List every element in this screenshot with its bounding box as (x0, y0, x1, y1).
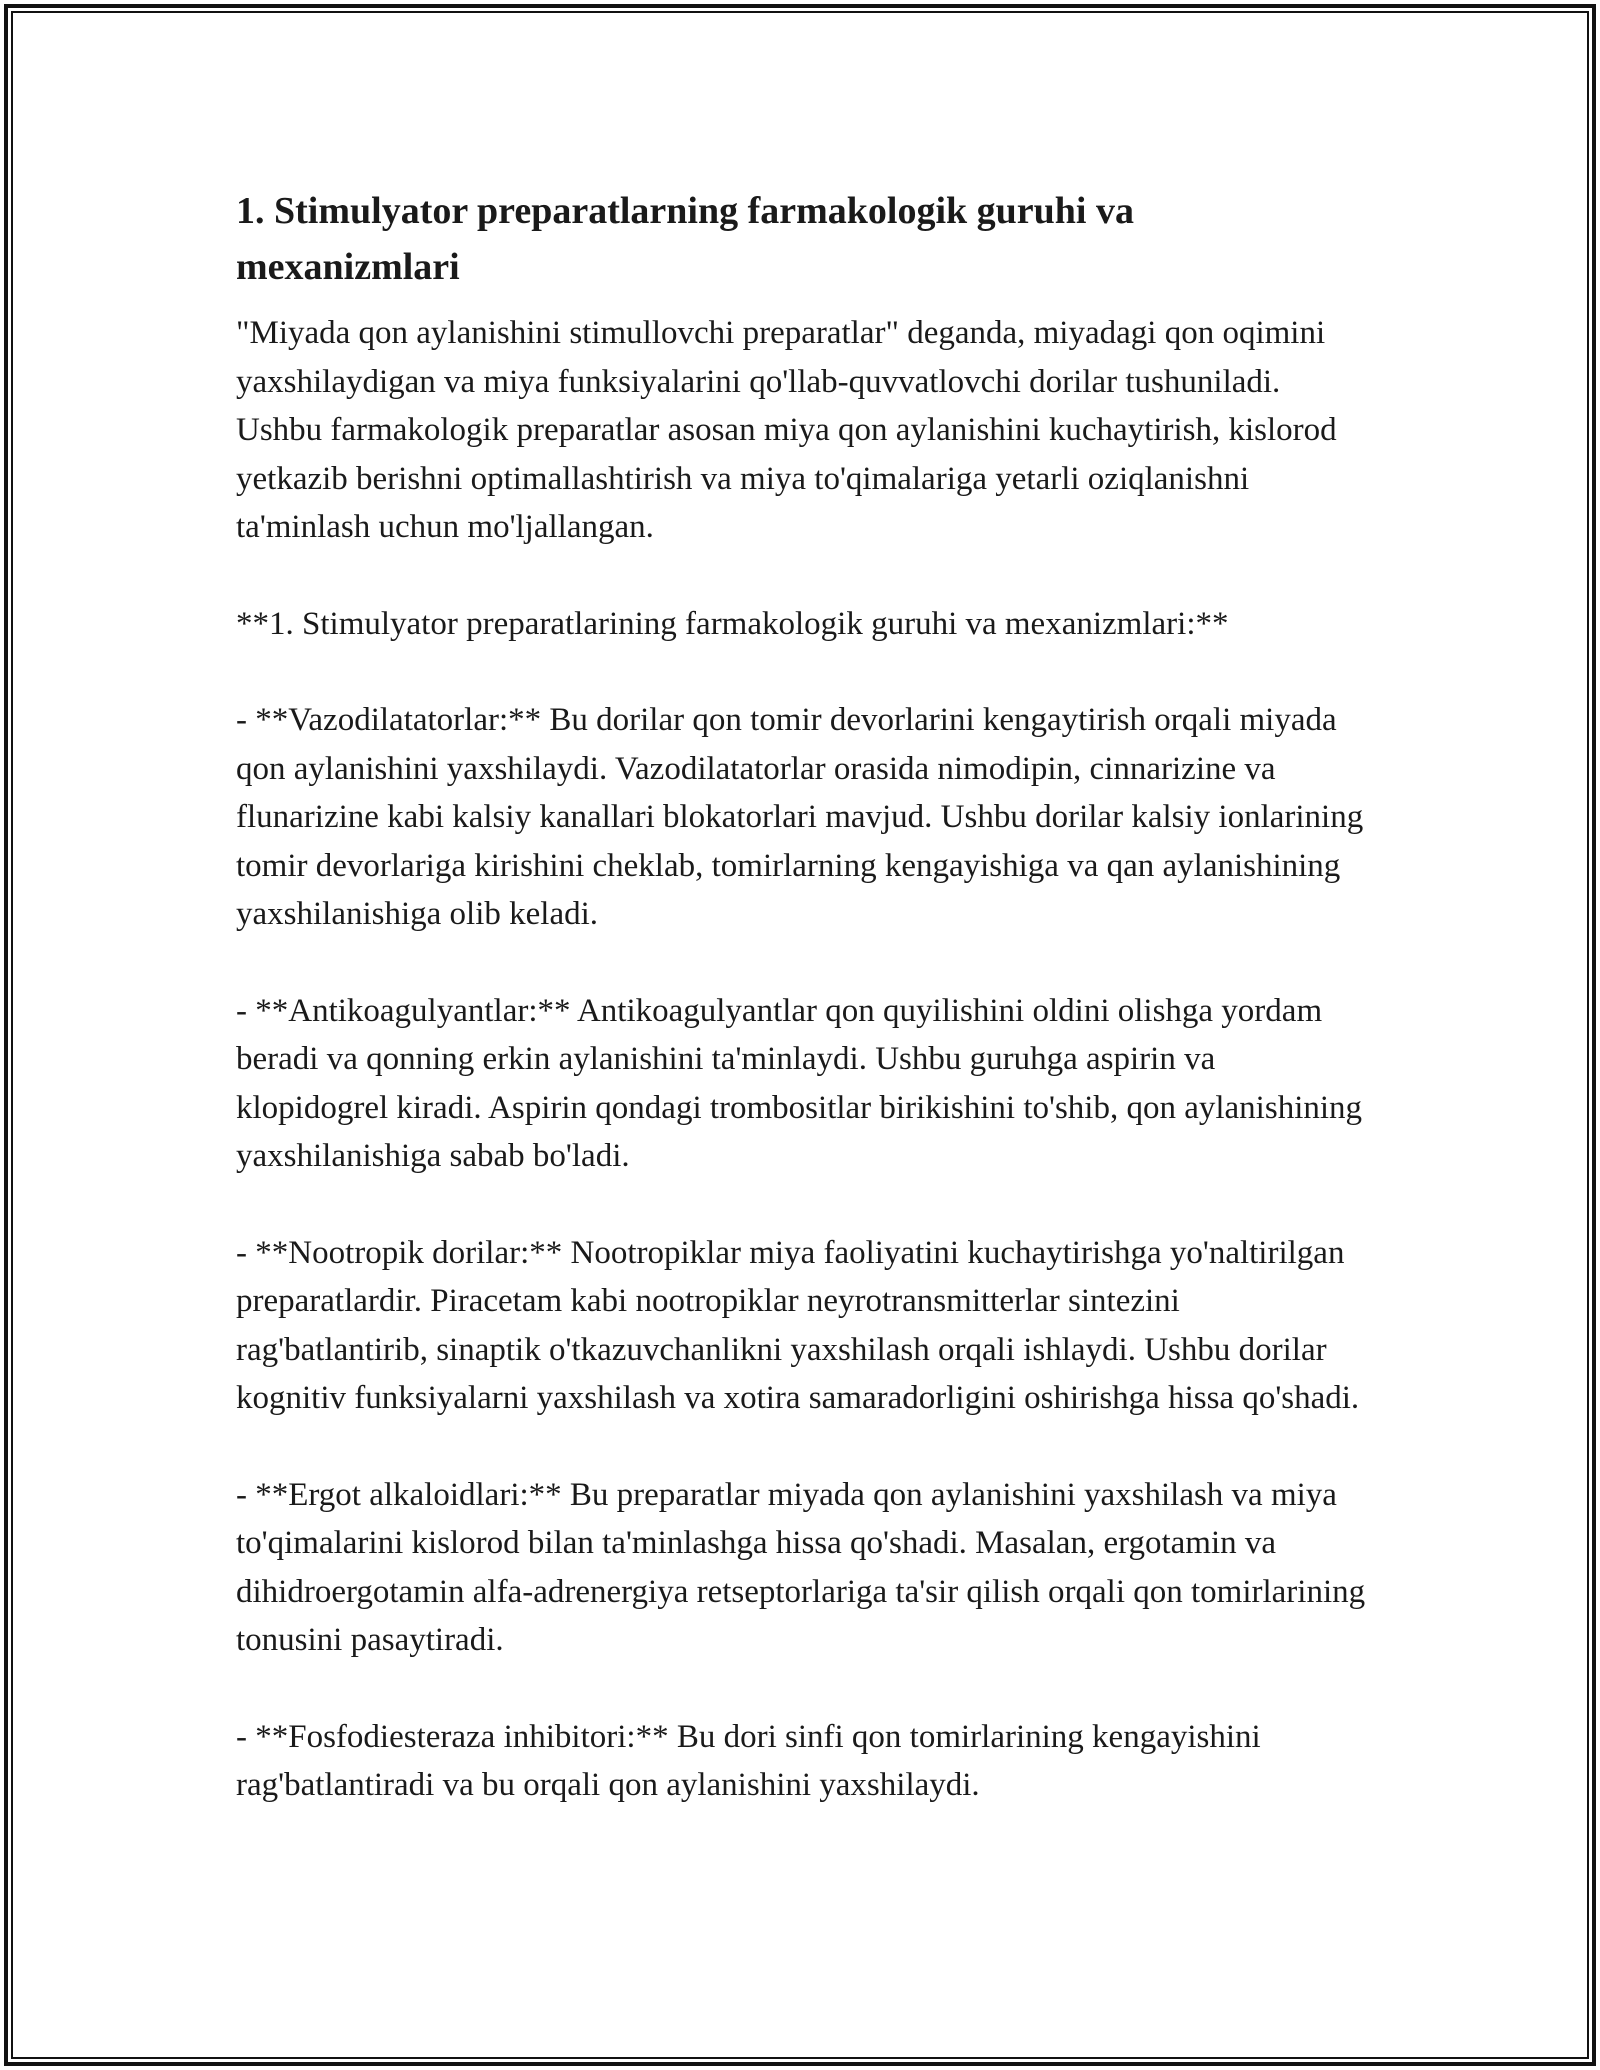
document-body (236, 183, 1366, 1810)
list-item-fosfodiesteraza: - **Fosfodiesteraza inhibitori:** Bu dori sinfi qon tomirlarining kengayishini rag'batlantiradi va bu orqali qon aylanishini yaxshilaydi. (236, 1718, 1261, 1803)
list-item-vazodilatatorlar: - **Vazodilatatorlar:** Bu dorilar qon tomir devorlarini kengaytirish orqali miyada qon aylanishini yaxshilaydi. Vazodilatatorlar orasida nimodipin, cinnarizine va flunarizine kabi kalsiy kanallari blokatorlari mavjud. Ushbu dorilar kalsiy ionlarining tomir devorlariga kirishini cheklab, tomirlarning kengayishiga va qan aylanishining yaxshilanishiga olib keladi. (236, 702, 1364, 932)
list-item-nootropik: - **Nootropik dorilar:** Nootropiklar miya faoliyatini kuchaytirishga yo'naltirilgan preparatlardir. Piracetam kabi nootropiklar neyrotransmitterlar sintezini rag'batlantirib, sinaptik o'tkazuvchanlikni yaxshilash orqali ishlaydi. Ushbu dorilar kognitiv funksiyalarni yaxshilash va xotira samaradorligini oshirishga hissa qo'shadi. (236, 1234, 1360, 1416)
section-heading: 1. Stimulyator preparatlarning farmakologik guruhi va mexanizmlari (236, 190, 1134, 288)
subheading-paragraph: **1. Stimulyator preparatlarining farmakologik guruhi va mexanizmlari:** (236, 605, 1229, 642)
intro-paragraph: "Miyada qon aylanishini stimullovchi preparatlar" deganda, miyadagi qon oqimini yaxshilaydigan va miya funksiyalarini qo'llab-quvvatlovchi dorilar tushuniladi. Ushbu farmakologik preparatlar asosan miya qon aylanishini kuchaytirish, kislorod yetkazib berishni optimallashtirish va miya to'qimalariga yetarli oziqlanishni ta'minlash uchun mo'ljallangan. (236, 315, 1337, 545)
list-item-ergot: - **Ergot alkaloidlari:** Bu preparatlar miyada qon aylanishini yaxshilash va miya to'qimalarini kislorod bilan ta'minlashga hissa qo'shadi. Masalan, ergotamin va dihidroergotamin alfa-adrenergiya retseptorlariga ta'sir qilish orqali qon tomirlarining tonusini pasaytiradi. (236, 1476, 1366, 1658)
list-item-antikoagulyantlar: - **Antikoagulyantlar:** Antikoagulyantlar qon quyilishini oldini olishga yordam beradi va qonning erkin aylanishini ta'minlaydi. Ushbu guruhga aspirin va klopidogrel kiradi. Aspirin qondagi trombositlar birikishini to'shib, qon aylanishining yaxshilanishiga sabab bo'ladi. (236, 992, 1363, 1174)
